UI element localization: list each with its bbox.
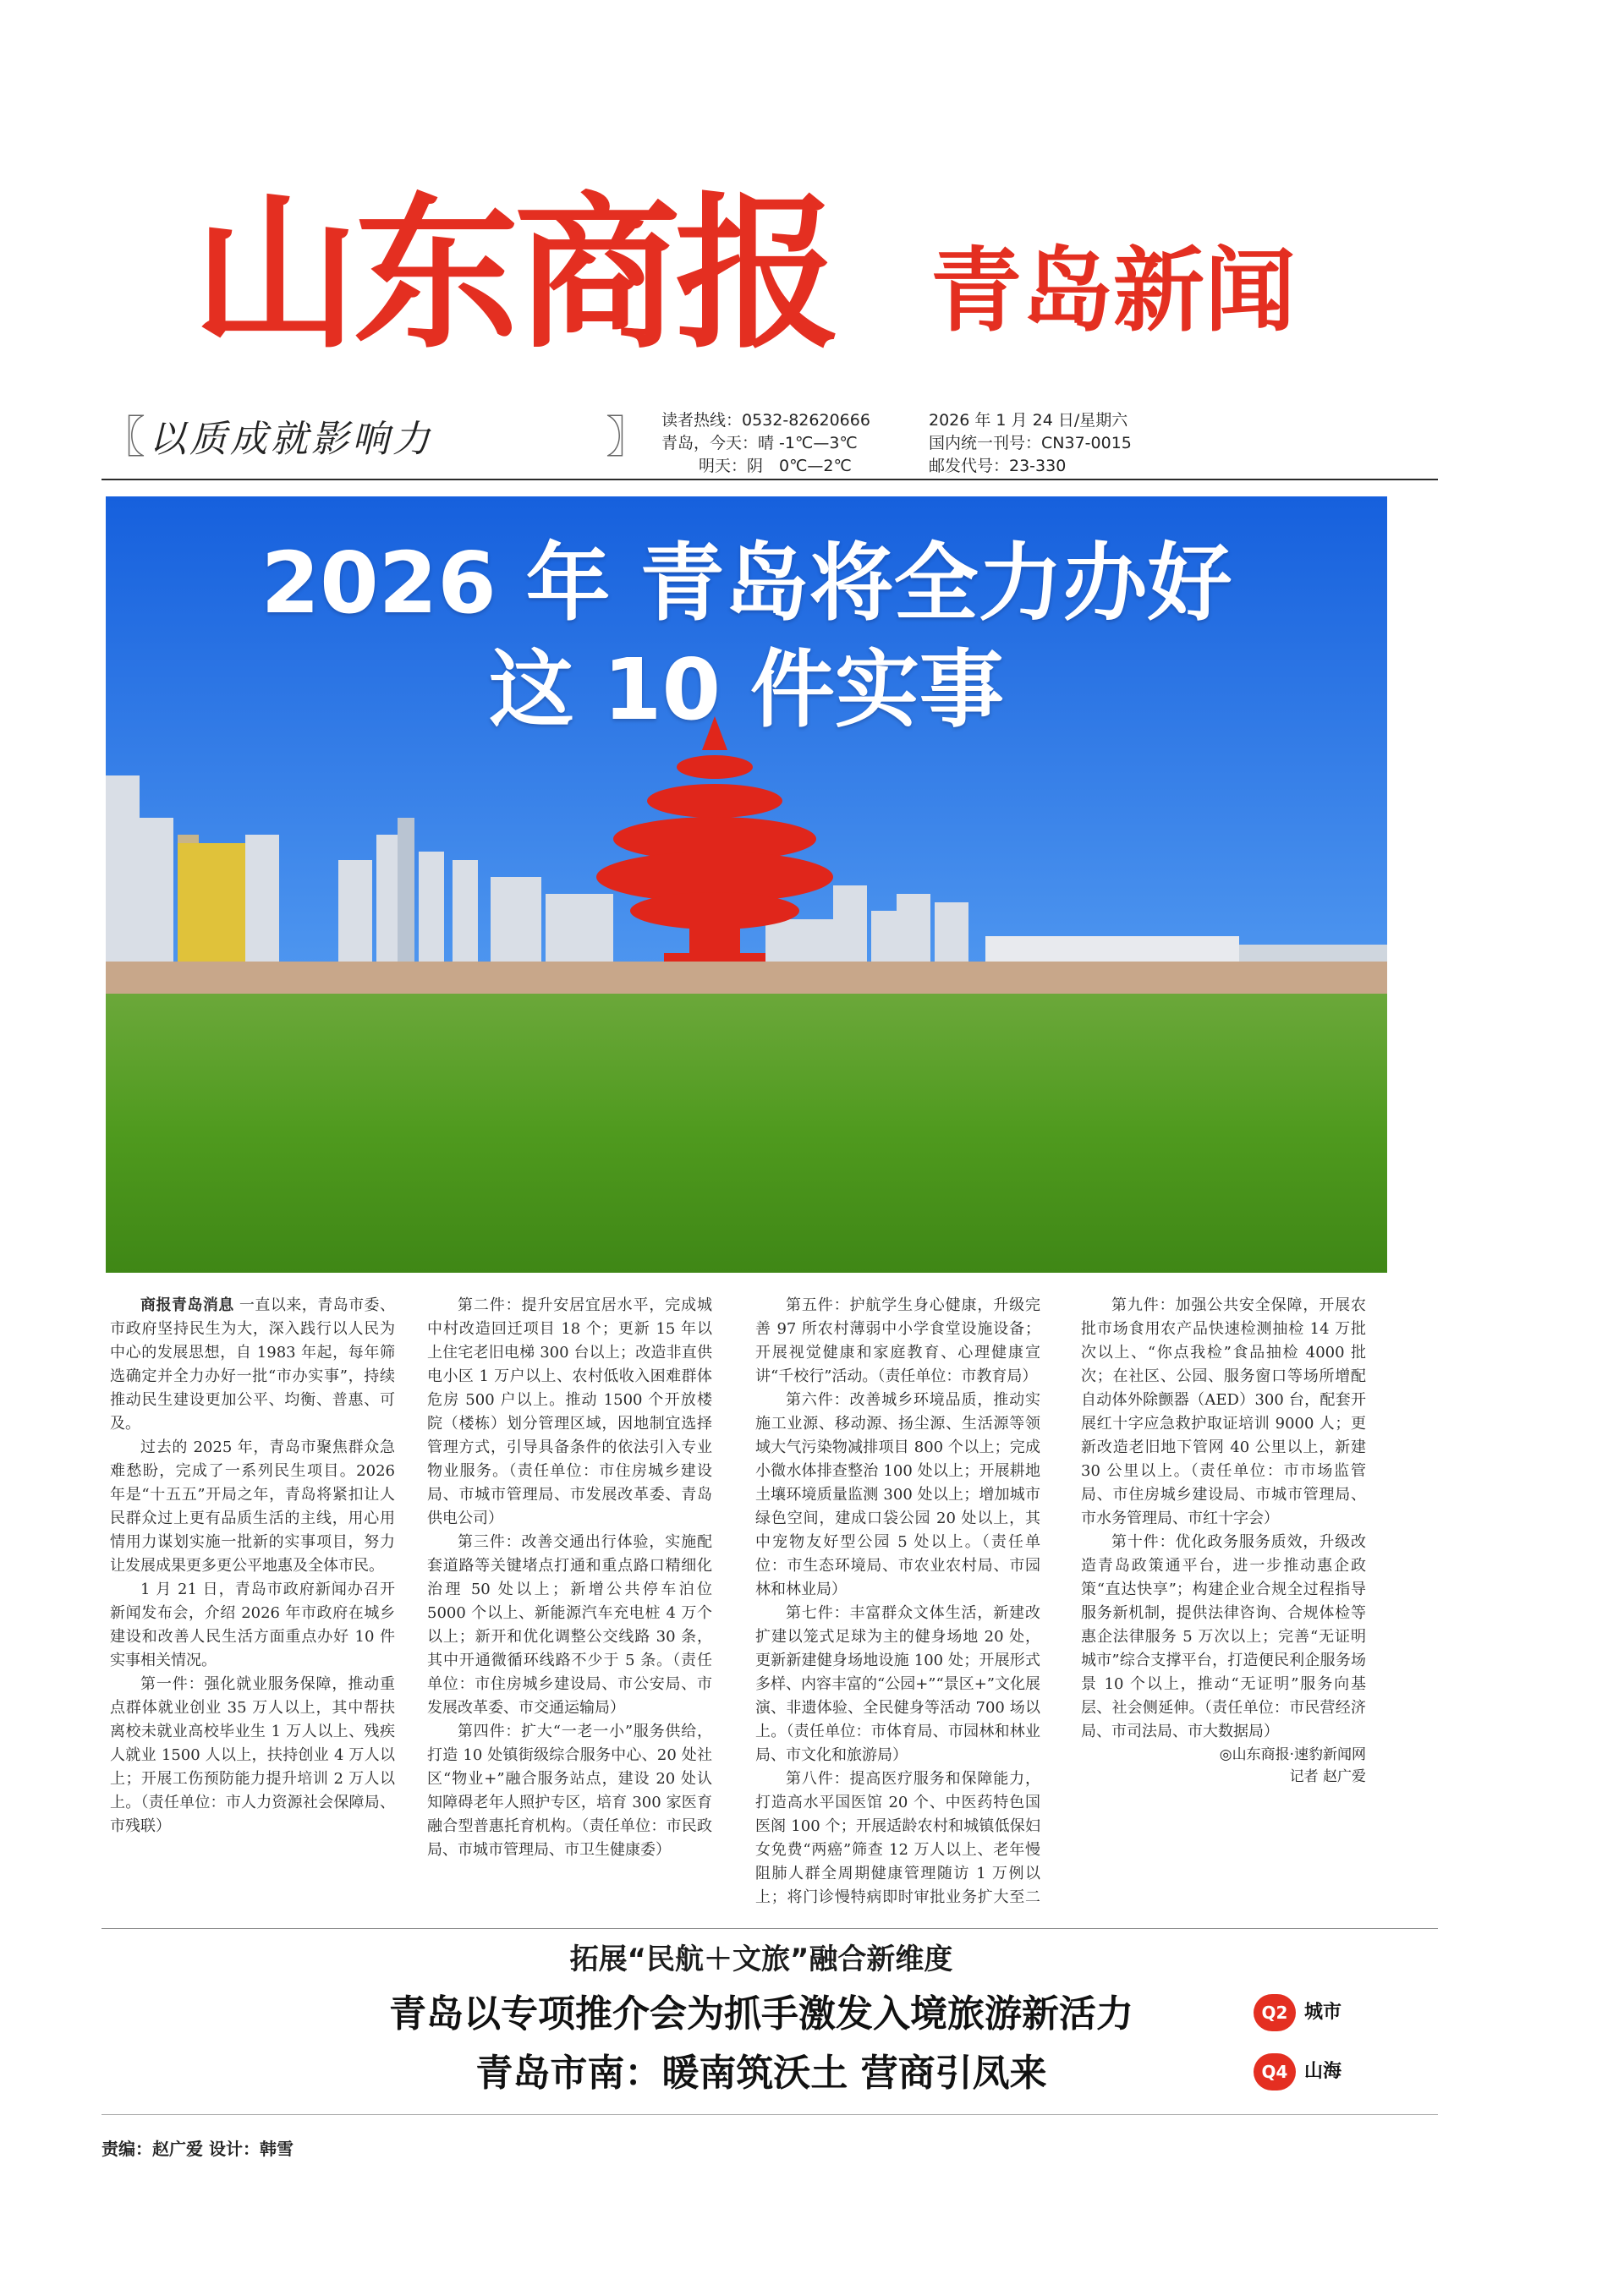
slogan (102, 413, 650, 465)
article-paragraph: 一直以来，青岛市委、市政府坚持民生为大，深入践行以人民为中心的发展思想，自 1983 年起，每年筛选确定并全力办好一批“市办实事”，持续推动民生建设更加公平、均衡、普惠、可及。 (110, 1296, 395, 1433)
article-paragraph: 第九件：加强公共安全保障，开展农批市场食用农产品快速检测抽检 14 万批次以上、“你点我检”食品抽检 4000 批次；在社区、公园、服务窗口等场所增配自动体外除颤器（AED）300 台，配套开展红十字应急救护取证培训 9000 人；更新改造老旧地下管网 40 公里以上，新建 30 公里以上。（责任单位：市市场监管局、市住房城乡建设局、市城市管理局、市水务管理局、市红十字会） (1081, 1296, 1366, 1527)
hero-headline-line2: 这 10 件实事 (489, 640, 1004, 739)
page-ref-city[interactable] (1254, 1994, 1372, 2031)
article-column-2 (427, 1294, 712, 1911)
article-paragraph: 过去的 2025 年，青岛市聚焦群众急难愁盼，完成了一系列民生项目。2026 年是“十五五”开局之年，青岛将紧扣让人民群众过上更有品质生活的主线，用心用情用力谋划实施一批新的实事项目，努力让发展成果更多更公平地惠及全体市民。 (110, 1438, 395, 1575)
page-label: 山海 (1304, 2061, 1342, 2082)
masthead-section: 青岛新闻 (930, 238, 1297, 344)
weather-tomorrow: 明天：阴 0℃—2℃ (699, 457, 852, 475)
article-paragraph: 第五件：护航学生身心健康，升级完善 97 所农村薄弱中小学食堂设施设备；开展视觉健康和家庭教育、心理健康宣讲“千校行”活动。（责任单位：市教育局） (755, 1296, 1040, 1385)
article-paragraph: 第七件：丰富群众文体生活，新建改扩建以笼式足球为主的健身场地 20 处，更新新建健身场地设施 100 处；开展形式多样、内容丰富的“公园+”“景区+”文化展演、非遗体验、全民健身等活动 700 场以上。（责任单位：市体育局、市园林和林业局、市文化和旅游局） (755, 1604, 1040, 1764)
article-column-3 (755, 1294, 1040, 1911)
weather-today: 青岛，今天：晴 -1℃—3℃ (661, 434, 858, 452)
slogan-text: 以质成就影响力 (149, 418, 433, 461)
issue-date: 2026 年 1 月 24 日/星期六 (929, 411, 1128, 430)
masthead-divider (102, 479, 1438, 480)
page-badge: Q2 (1254, 1994, 1296, 2031)
cn-number: 国内统一刊号：CN37-0015 (929, 434, 1132, 452)
right-bracket-icon: 〗 (606, 413, 650, 463)
plaza (106, 962, 1387, 995)
article-paragraph: 1 月 21 日，青岛市政府新闻办召开新闻发布会，介绍 2026 年市政府在城乡建设和改善人民生活方面重点办好 10 件实事相关情况。 (110, 1581, 395, 1669)
postal-code: 邮发代号：23-330 (929, 457, 1067, 475)
article-paragraph: 第一件：强化就业服务保障，推动重点群体就业创业 35 万人以上，其中帮扶离校未就业高校毕业生 1 万人以上、残疾人就业 1500 人以上，扶持创业 4 万人以上；开展工伤预防能力提升培训 2 万人以上。（责任单位：市人力资源社会保障局、市残联） (110, 1675, 395, 1835)
reader-hotline: 读者热线：0532-82620666 (661, 411, 870, 430)
hero-headline-line1: 2026 年 青岛将全力办好 (261, 534, 1232, 633)
article-credit (1081, 1744, 1366, 1788)
teaser-headline-1[interactable]: 青岛以专项推介会为抓手激发入境旅游新活力 (389, 1992, 1133, 2036)
article-lead: 商报青岛消息 (140, 1296, 234, 1314)
page-badge: Q4 (1254, 2053, 1296, 2091)
reader-info (661, 409, 915, 478)
article-paragraph: 第四件：扩大“一老一小”服务供给，打造 10 处镇街级综合服务中心、20 处社区“物业+”融合服务站点，建设 20 处认知障碍老年人照护专区，培育 300 家医育融合型普惠托育机构。（责任单位：市民政局、市城市管理局、市卫生健康委） (427, 1723, 712, 1859)
teaser-subheadline: 拓展“民航＋文旅”融合新维度 (569, 1943, 953, 1976)
hero-photo (106, 496, 1387, 1273)
footer-divider (102, 2114, 1438, 2115)
hero-headline (106, 530, 1387, 743)
page-label: 城市 (1304, 2002, 1342, 2023)
article-paragraph: 第二件：提升安居宜居水平，完成城中村改造回迁项目 18 个；更新 15 年以上住宅老旧电梯 300 台以上；改造非直供电小区 1 万户以上、农村低收入困难群体危房 500 户以上。推动 1500 个开放楼院（楼栋）划分管理区域，因地制宜选择管理方式，引导具备条件的依法引入专业物业服务。（责任单位：市住房城乡建设局、市城市管理局、市发展改革委、青岛供电公司） (427, 1296, 712, 1527)
editor-credit: 责编：赵广爱 设计：韩雪 (102, 2139, 294, 2159)
article-column-4 (1081, 1294, 1366, 1911)
article-column-1 (110, 1294, 395, 1911)
article-paragraph: 第十件：优化政务服务质效，升级改造青岛政策通平台，进一步推动惠企政策“直达快享”；构建企业合规全过程指导服务新机制，提供法律咨询、合规体检等惠企法律服务 5 万次以上；完善“无证明城市”综合支撑平台，打造便民利企服务场景 10 个以上，推动“无证明”服务向基层、社会侧延伸。（责任单位：市民营经济局、市司法局、市大数据局） (1081, 1533, 1366, 1740)
masthead-title: 山东商报 (193, 178, 837, 371)
left-bracket-icon: 〖 (102, 413, 146, 463)
teaser-divider (102, 1928, 1438, 1929)
page-ref-mountain-sea[interactable] (1254, 2053, 1372, 2091)
credit-source: ◎山东商报·速豹新闻网 (1219, 1746, 1366, 1763)
credit-reporter: 记者 赵广爱 (1289, 1768, 1366, 1785)
article-paragraph: 第六件：改善城乡环境品质，推动实施工业源、移动源、扬尘源、生活源等领域大气污染物减排项目 800 个以上；完成小微水体排查整治 100 处以上；开展耕地土壤环境质量监测 300 处以上；增加城市绿色空间，建成口袋公园 20 处以上，其中宠物友好型公园 5 处以上。（责任单位：市生态环境局、市农业农村局、市园林和林业局） (755, 1391, 1040, 1598)
issue-info (929, 409, 1233, 478)
lawn (106, 994, 1387, 1273)
article-paragraph: 第三件：改善交通出行体验，实施配套道路等关键堵点打通和重点路口精细化治理 50 处以上；新增公共停车泊位 5000 个以上、新能源汽车充电桩 4 万个以上；新开和优化调整公交线路 30 条，其中开通微循环线路不少于 5 条。（责任单位：市住房城乡建设局、市公安局、市发展改革委、市交通运输局） (427, 1533, 712, 1717)
article-paragraph: 第八件：提高医疗服务和保障能力，打造高水平国医馆 20 个、中医药特色国医阁 100 个；开展适龄农村和城镇低保妇女免费“两癌”筛查 12 万人以上、老年慢阻肺人群全周期健康管理随访 1 万例以上；将门诊慢特病即时审批业务扩大至二 (755, 1770, 1040, 1906)
teaser-headline-2[interactable]: 青岛市南：暖南筑沃土 营商引凤来 (475, 2052, 1047, 2095)
